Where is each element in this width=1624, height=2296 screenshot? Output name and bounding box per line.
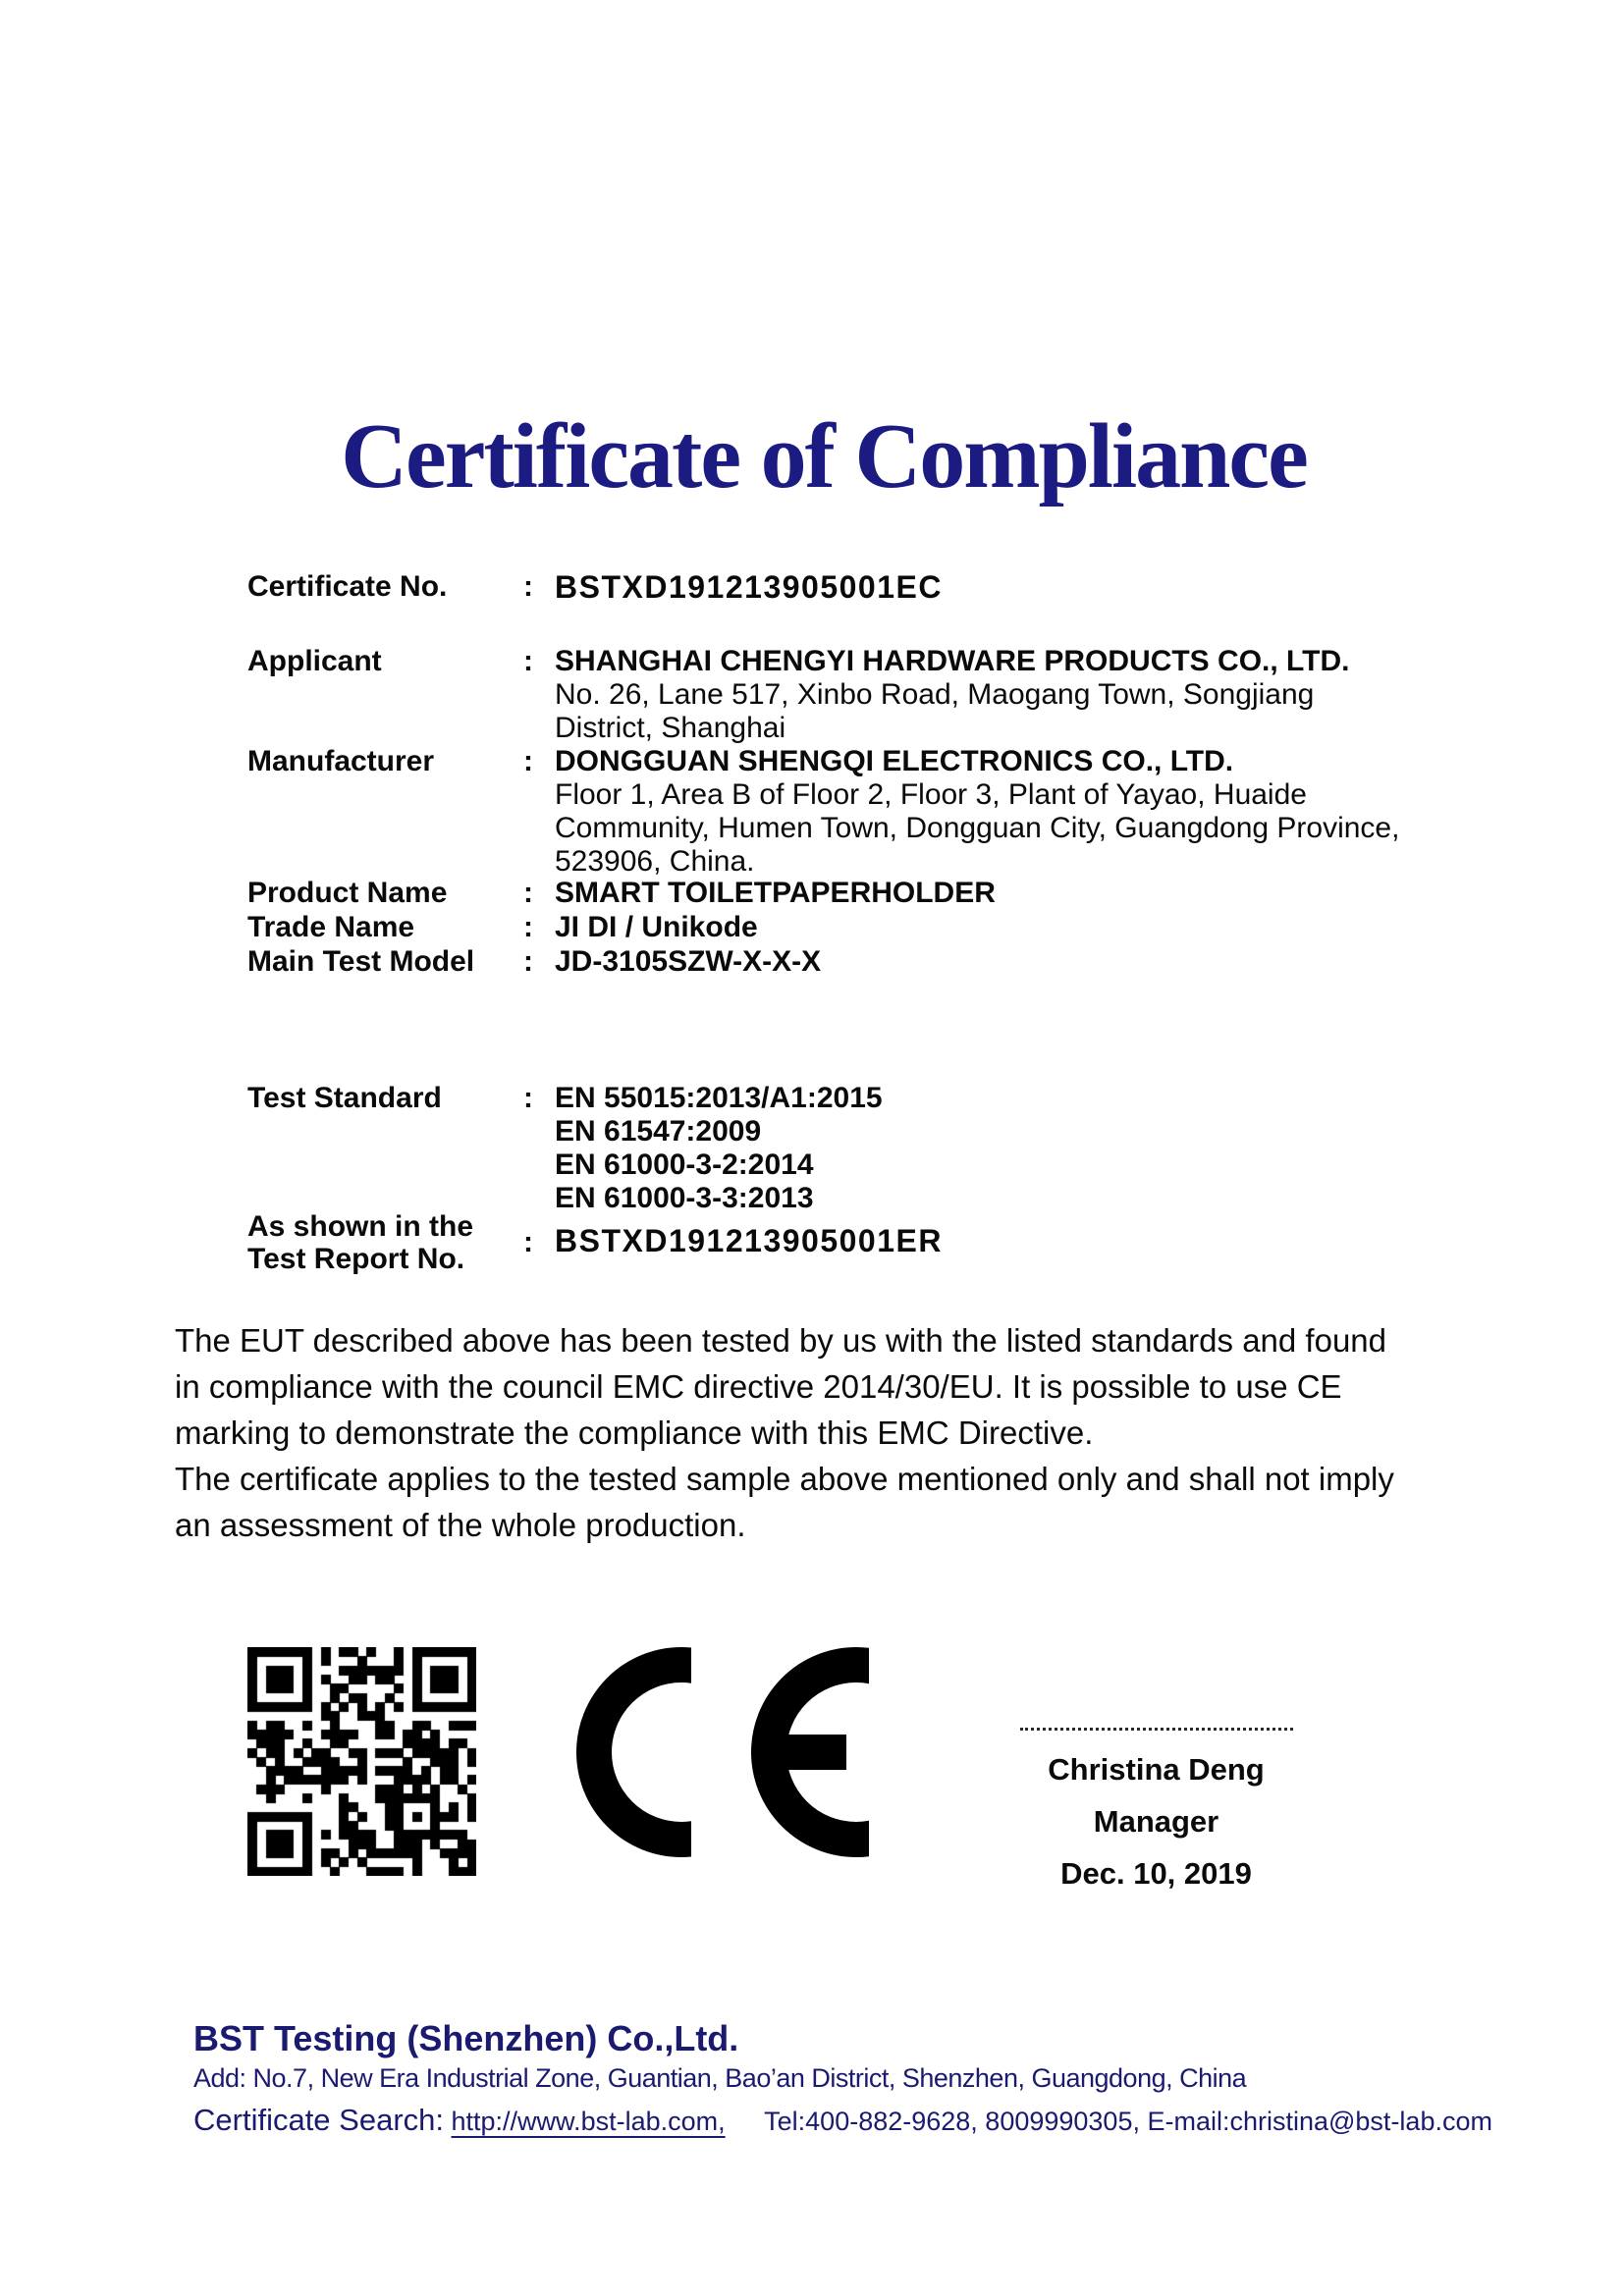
field-label: Manufacturer <box>247 745 435 777</box>
field-label: Main Test Model <box>247 945 475 978</box>
manufacturer-address-line: Floor 1, Area B of Floor 2, Floor 3, Plant of Yayao, Huaide <box>555 778 1307 811</box>
statement-line: marking to demonstrate the compliance with this EMC Directive. <box>175 1415 1094 1451</box>
lab-company-name: BST Testing (Shenzhen) Co.,Ltd. <box>193 2018 739 2058</box>
manufacturer-address-line: Community, Humen Town, Dongguan City, Guangdong Province, <box>555 812 1400 844</box>
field-colon: : <box>523 570 533 603</box>
field-label-line: As shown in the <box>247 1210 474 1243</box>
lab-contact-line <box>193 2103 1492 2138</box>
signature-block <box>1001 1728 1311 1892</box>
signature-dotted-line <box>1020 1728 1293 1731</box>
field-label <box>247 1210 473 1275</box>
lab-contact-info: Tel:400-882-9628, 8009990305, E-mail:christina@bst-lab.com <box>764 2107 1492 2136</box>
statement-line: The EUT described above has been tested by us with the listed standards and found <box>175 1322 1387 1359</box>
test-standard-item: EN 55015:2013/A1:2015 <box>555 1082 883 1114</box>
ce-mark-icon <box>545 1615 977 1895</box>
field-colon: : <box>523 645 533 677</box>
field-colon: : <box>523 745 533 777</box>
field-colon: : <box>523 1082 533 1114</box>
signatory-name: Christina Deng <box>1048 1752 1265 1787</box>
field-label: Product Name <box>247 877 448 909</box>
field-colon: : <box>523 1226 533 1258</box>
field-colon: : <box>523 911 533 943</box>
statement-line: an assessment of the whole production. <box>175 1507 746 1543</box>
qr-code <box>247 1647 476 1876</box>
test-standard-item: EN 61547:2009 <box>555 1115 762 1148</box>
main-test-model-value: JD-3105SZW-X-X-X <box>555 945 822 978</box>
product-name-value: SMART TOILETPAPERHOLDER <box>555 877 996 909</box>
field-label-line: Test Report No. <box>247 1243 465 1275</box>
field-label: Certificate No. <box>247 570 448 603</box>
signature-date: Dec. 10, 2019 <box>1060 1856 1252 1891</box>
trade-name-value: JI DI / Unikode <box>555 911 758 943</box>
test-standard-item: EN 61000-3-3:2013 <box>555 1182 814 1214</box>
signatory-role: Manager <box>1093 1804 1219 1839</box>
applicant-name: SHANGHAI CHENGYI HARDWARE PRODUCTS CO., LTD. <box>555 645 1350 677</box>
manufacturer-value <box>555 745 1399 879</box>
statement-line: The certificate applies to the tested sample above mentioned only and shall not imply <box>175 1461 1394 1497</box>
test-standard-item: EN 61000-3-2:2014 <box>555 1148 814 1181</box>
lab-address: Add: No.7, New Era Industrial Zone, Guantian, Bao’an District, Shenzhen, Guangdong, China <box>193 2063 1247 2093</box>
statement-line: in compliance with the council EMC directive 2014/30/EU. It is possible to use CE <box>175 1368 1342 1405</box>
field-label: Test Standard <box>247 1082 442 1114</box>
test-report-number-value: BSTXD191213905001ER <box>555 1223 943 1258</box>
field-colon: : <box>523 877 533 909</box>
test-standard-list <box>555 1082 883 1215</box>
applicant-value <box>555 645 1349 745</box>
field-label: Trade Name <box>247 911 415 943</box>
certificate-search-label: Certificate Search: <box>193 2103 444 2137</box>
field-label: Applicant <box>247 645 382 677</box>
applicant-address-line: No. 26, Lane 517, Xinbo Road, Maogang Town, Songjiang <box>555 678 1315 711</box>
certificate-search-link[interactable]: http://www.bst-lab.com, <box>451 2107 726 2136</box>
compliance-statement <box>175 1317 1451 1548</box>
page-title: Certificate of Compliance <box>341 405 1307 507</box>
manufacturer-name: DONGGUAN SHENGQI ELECTRONICS CO., LTD. <box>555 745 1234 777</box>
applicant-address-line: District, Shanghai <box>555 712 786 744</box>
manufacturer-address-line: 523906, China. <box>555 845 755 878</box>
certificate-number-value: BSTXD191213905001EC <box>555 569 943 605</box>
field-colon: : <box>523 945 533 978</box>
